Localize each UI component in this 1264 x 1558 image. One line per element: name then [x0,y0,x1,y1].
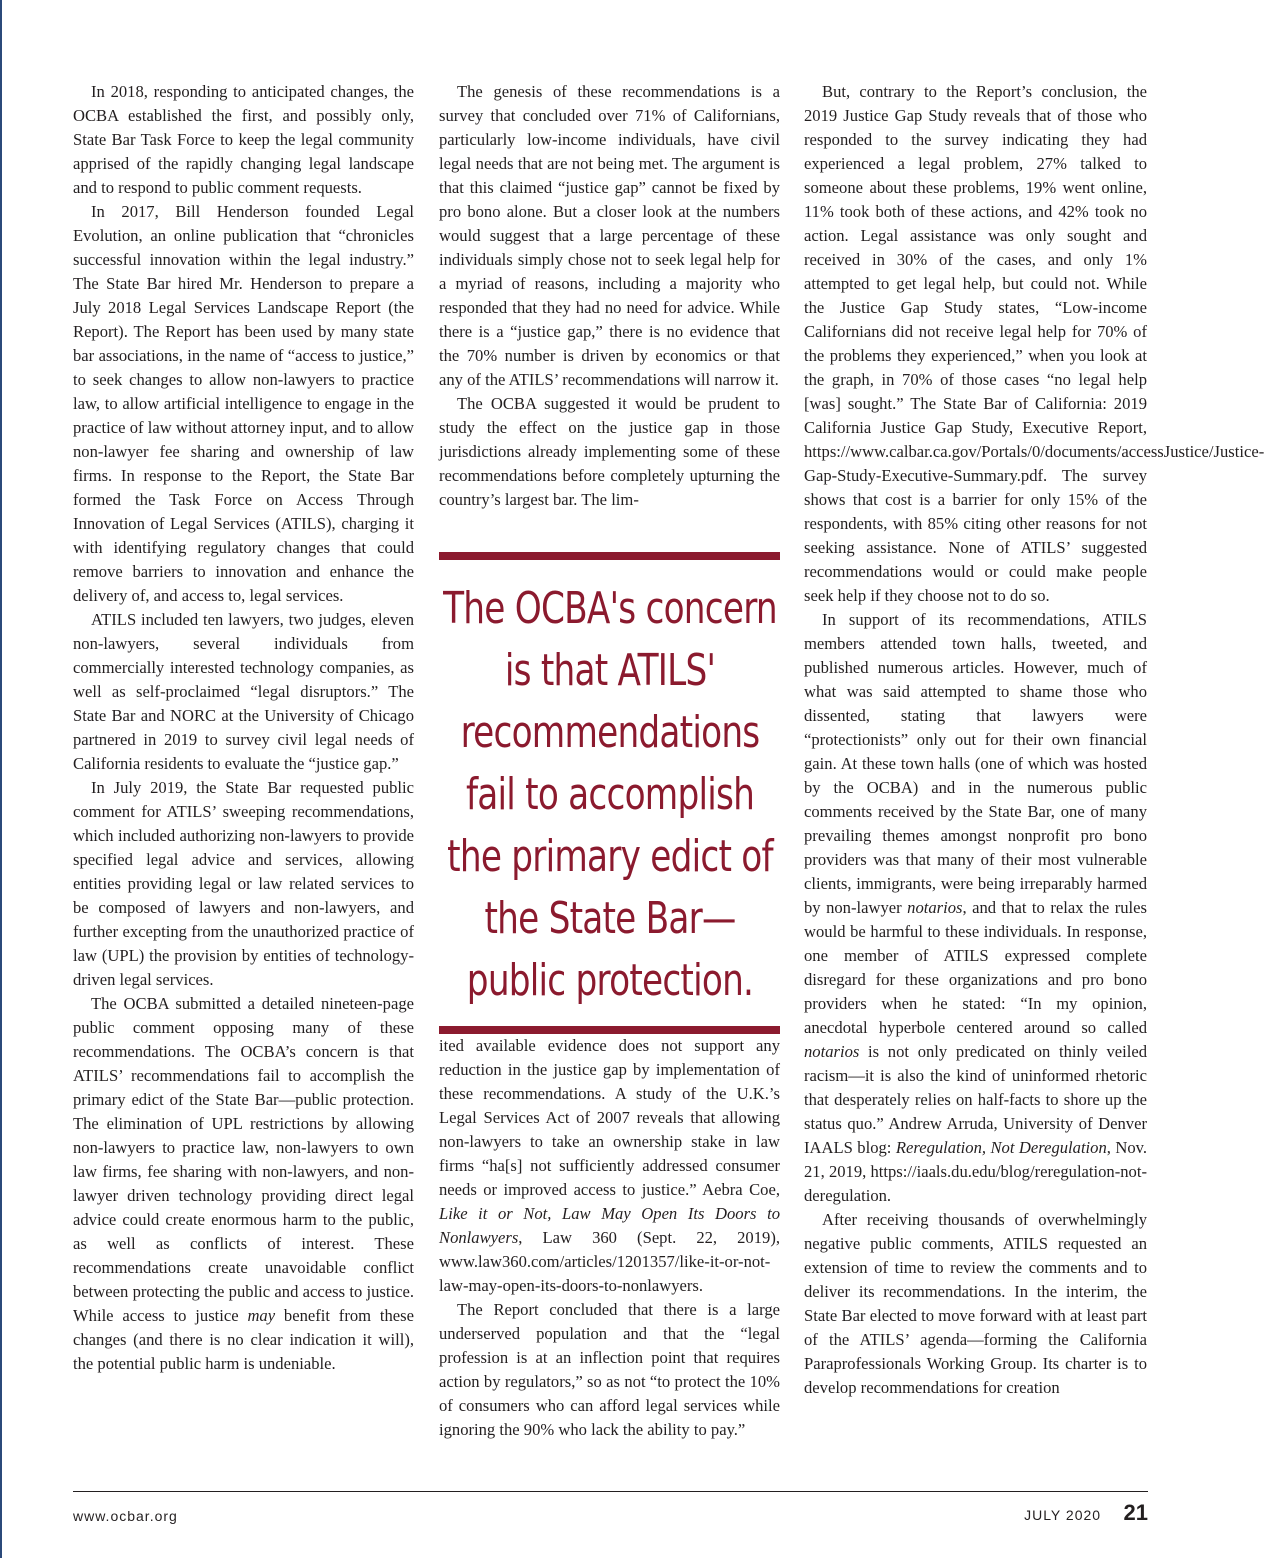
pull-quote [439,552,780,1034]
text-run: , Nov. 21, 2019, https://iaals.du.edu/blog/reregulation-not-deregulation. [804,1138,1148,1205]
text-run: benefit from these changes (and there is no clear indication it will), the potential public harm is undeniable. [73,1306,414,1373]
article-column-2-bottom [439,1034,780,1442]
paragraph: ATILS included ten lawyers, two judges, eleven non-lawyers, several individuals from commercially interested technology companies, as well as self-proclaimed “legal disruptors.” The State Bar and NORC at the University of Chicago partnered in 2019 to survey civil legal needs of California residents to evaluate the “justice gap.” [73,610,414,773]
text-run: The OCBA submitted a detailed nineteen-page public comment opposing many of these recommendations. The OCBA’s concern is that ATILS’ recommendations fail to accomplish the primary edict of the State Bar—public protection. The elimination of UPL restrictions by allowing non-lawyers to practice law, non-lawyers to own law firms, fee sharing with non-lawyers, and non-lawyer driven technology providing direct legal advice could create enormous harm to the public, as well as conflicts of interest. These recommendations create unavoidable conflict between protecting the public and access to justice. While access to justice [73,994,414,1325]
text-run: , Law 360 (Sept. 22, 2019), www.law360.com/articles/1201357/like-it-or-not-law-may-open-its-doors-to-nonlawyers. [439,1228,780,1295]
paragraph [73,992,414,1376]
footer-folio [1024,1500,1148,1526]
article-column-2-top [439,80,780,512]
footer-date: JULY 2020 [1024,1507,1102,1523]
emphasis: Like it or Not, Law May Open Its Doors to Nonlawyers [439,1204,780,1247]
text-run: , and that to relax the rules would be harmful to these individuals. In response, one member of ATILS expressed complete disregard for these organizations and pro bono providers when he stated: “In my opinion, anecdotal hyperbole centered around so called [804,898,1147,1037]
footer-website[interactable]: www.ocbar.org [73,1508,178,1524]
page-number: 21 [1123,1500,1148,1525]
article-column-1 [73,80,414,1376]
emphasis: notarios [907,898,963,917]
pull-quote-bottom-rule [439,1026,780,1034]
paragraph: The genesis of these recommendations is a survey that concluded over 71% of Californians, particularly low-income individuals, have civil legal needs that are not being met. The argument is that this claimed “justice gap” cannot be fixed by pro bono alone. But a closer look at the numbers would suggest that a large percentage of these individuals simply chose not to seek legal help for a myriad of reasons, including a majority who responded that they had no need for advice. While there is a “justice gap,” there is no evidence that the 70% number is driven by economics or that any of the ATILS’ recommendations will narrow it. [439,82,780,389]
pull-quote-text: The OCBA's concern is that ATILS' recommendations fail to accomplish the primary edict of the State Bar—public protection. [443,583,777,1006]
paragraph: The OCBA suggested it would be prudent to study the effect on the justice gap in those jurisdictions already implementing some of these recommendations before completely upturning the country’s largest bar. The lim- [439,394,780,509]
paragraph: The Report concluded that there is a large underserved population and that the “legal profession is at an inflection point that requires action by regulators,” so as not “to protect the 10% of consumers who can afford legal services while ignoring the 90% who lack the ability to pay.” [439,1300,780,1439]
paragraph [804,608,1147,1208]
footer-rule [73,1491,1148,1492]
paragraph: But, contrary to the Report’s conclusion, the 2019 Justice Gap Study reveals that of those who responded to the survey indicating they had experienced a legal problem, 27% talked to someone about these problems, 19% went online, 11% took both of these actions, and 42% took no action. Legal assistance was only sought and received in 30% of the cases, and only 1% attempted to get legal help, but could not. While the Justice Gap Study states, “Low-income Californians did not receive legal help for 70% of the problems they experienced,” when you look at the graph, in 70% of those cases “no legal help [was] sought.” The State Bar of California: 2019 California Justice Gap Study, Executive Report, https://www.calbar.ca.gov/Portals/0/documents/accessJustice/Justice-Gap-Study-Executive-Summary.pdf. The survey shows that cost is a barrier for only 15% of the respondents, with 85% citing other reasons for not seeking assistance. None of ATILS’ suggested recommendations would or could make people seek help if they choose not to do so. [804,82,1264,605]
emphasis: Reregulation, Not Deregulation [895,1138,1107,1157]
paragraph: In July 2019, the State Bar requested public comment for ATILS’ sweeping recommendations, which included authorizing non-lawyers to provide specified legal advice and services, allowing entities providing legal or law related services to be composed of lawyers and non-lawyers, and further excepting from the unauthorized practice of law (UPL) the provision by entities of technology-driven legal services. [73,778,414,989]
paragraph: In 2018, responding to anticipated changes, the OCBA established the first, and possibly only, State Bar Task Force to keep the legal community apprised of the rapidly changing legal landscape and to respond to public comment requests. [73,82,414,197]
emphasis: may [247,1306,276,1325]
paragraph: In 2017, Bill Henderson founded Legal Evolution, an online publication that “chronicles successful innovation within the legal industry.” The State Bar hired Mr. Henderson to prepare a July 2018 Legal Services Landscape Report (the Report). The Report has been used by many state bar associations, in the name of “access to justice,” to seek changes to allow non-lawyers to practice law, to allow artificial intelligence to engage in the practice of law without attorney input, and to allow non-lawyer fee sharing and ownership of law firms. In response to the Report, the State Bar formed the Task Force on Access Through Innovation of Legal Services (ATILS), charging it with identifying regulatory changes that could remove barriers to innovation and enhance the delivery of, and access to, legal services. [73,202,414,605]
pull-quote-top-rule [439,552,780,560]
article-column-3 [804,80,1264,1400]
page-edge-stripe [0,0,2,1558]
text-run: ited available evidence does not support any reduction in the justice gap by implementation of these recommendations. A study of the U.K.’s Legal Services Act of 2007 reveals that allowing non-lawyers to take an ownership stake in law firms “ha[s] not sufficiently addressed consumer needs or improved access to justice.” Aebra Coe, [439,1036,780,1199]
paragraph: After receiving thousands of overwhelmingly negative public comments, ATILS requested an extension of time to review the comments and to deliver its recommendations. In the interim, the State Bar elected to move forward with at least part of the ATILS’ agenda—forming the California Paraprofessionals Working Group. Its charter is to develop recommendations for creation [804,1210,1147,1397]
emphasis: notarios [804,1042,860,1061]
text-run: In support of its recommendations, ATILS members attended town halls, tweeted, and published numerous articles. However, much of what was said attempted to shame those who dissented, stating that lawyers were “protectionists” only out for their own financial gain. At these town halls (one of which was hosted by the OCBA) and in the numerous public comments received by the State Bar, one of many prevailing themes amongst nonprofit pro bono providers was that many of their most vulnerable clients, immigrants, were being irreparably harmed by non-lawyer [804,610,1147,917]
paragraph [439,1034,780,1298]
text-run: is not only predicated on thinly veiled racism—it is also the kind of uninformed rhetoric that desperately relies on half-facts to shore up the status quo.” Andrew Arruda, University of Denver IAALS blog: [804,1042,1147,1157]
